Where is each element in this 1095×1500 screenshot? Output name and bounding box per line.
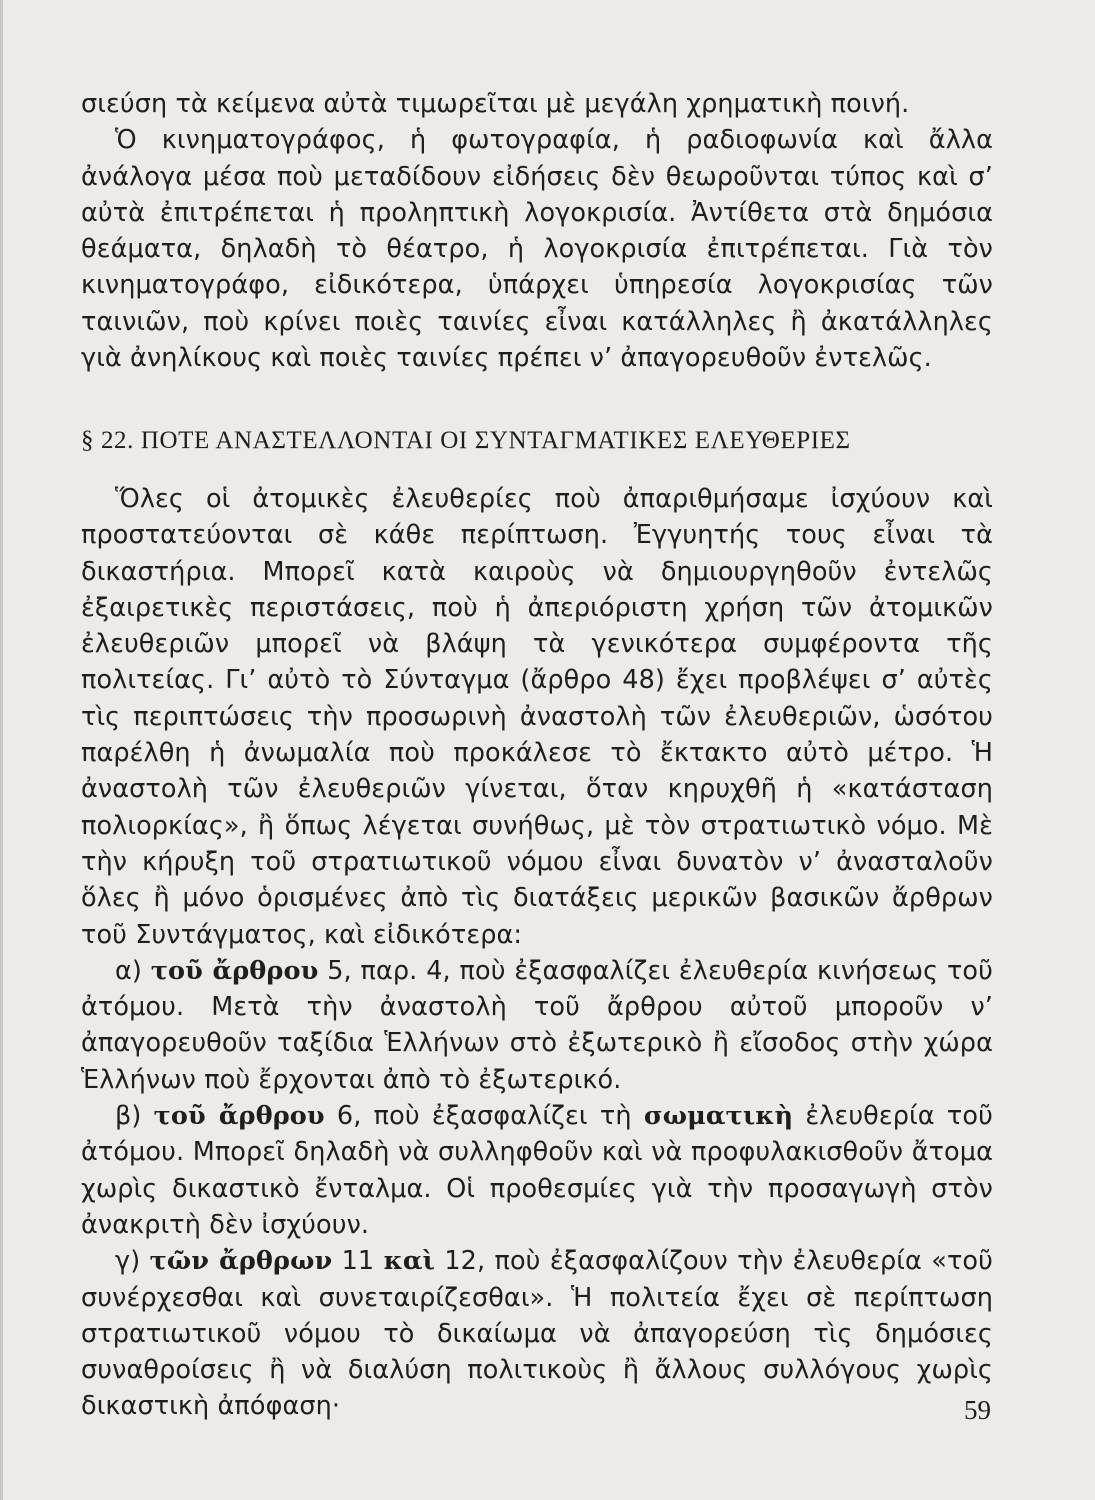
section-heading: § 22. ΠΟΤΕ ΑΝΑΣΤΕΛΛΟΝΤΑΙ ΟΙ ΣΥΝΤΑΓΜΑΤΙΚΕΣ ΕΛΕΥΘΕΡΙΕΣ (81, 427, 851, 454)
list-item-b (81, 1098, 993, 1243)
item-c-bold-and: καὶ (383, 1246, 435, 1277)
paragraph-media-censorship: Ὁ κινηματογράφος, ἡ φωτογραφία, ἡ ραδιοφωνία καὶ ἄλλα ἀνάλογα μέσα ποὺ μεταδίδουν εἰδήσεις δὲν θεωροῦνται τύπος καὶ σ’ αὐτὰ ἐπιτρέπεται ἡ προληπτικὴ λογοκρισία. Ἀντίθετα στὰ δημόσια θεάματα, δηλαδὴ τὸ θέατρο, ἡ λογοκρισία ἐπιτρέπεται. Γιὰ τὸν κινηματογράφο, εἰδικότερα, ὑπάρχει ὑπηρεσία λογοκρισίας τῶν ταινιῶν, ποὺ κρίνει ποιὲς ταινίες εἶναι κατάλληλες ἢ ἀκατάλληλες γιὰ ἀνηλίκους καὶ ποιὲς ταινίες πρέπει ν’ ἀπαγορευθοῦν ἐντελῶς. (81, 125, 993, 374)
item-b-text-2: ἐλευθερία τοῦ ἀτόμου. Μπορεῖ δηλαδὴ νὰ συλληφθοῦν καὶ νὰ προφυλακισθοῦν ἄτομα χωρὶς δικαστικὸ ἔνταλμα. Οἱ προθεσμίες γιὰ τὴν προσαγωγὴ στὸν ἀνακριτὴ δὲν ἰσχύουν. (81, 1101, 993, 1240)
paragraph-continuation: σιεύση τὰ κείμενα αὐτὰ τιμωρεῖται μὲ μεγάλη χρηματικὴ ποινή. (81, 89, 910, 119)
item-a-bold: τοῦ ἄρθρου (150, 955, 319, 986)
item-c-marker: γ) (115, 1246, 141, 1277)
item-c-num: 11 (341, 1246, 375, 1277)
list-item-a (81, 953, 993, 1098)
page-number: 59 (964, 1395, 991, 1425)
text-block-top (81, 86, 993, 376)
text-block-section (81, 481, 993, 1425)
item-b-text-1: 6, ποὺ ἐξασφαλίζει τὴ (336, 1101, 632, 1132)
item-c-text: 12, ποὺ ἐξασφαλίζουν τὴν ἐλευθερία «τοῦ συνέρχεσθαι καὶ συνεταιρίζεσθαι». Ἡ πολιτεία ἔχει σὲ περίπτωση στρατιωτικοῦ νόμου τὸ δικαίωμα νὰ ἀπαγορεύση τὶς δημόσιες συναθροίσεις ἢ νὰ διαλύση πολιτικοὺς ἢ ἄλλους συλλόγους χωρὶς δικαστικὴ ἀπόφαση· (81, 1246, 993, 1422)
item-b-marker: β) (115, 1101, 142, 1132)
item-a-marker: α) (115, 955, 142, 986)
item-c-bold: τῶν ἄρθρων (149, 1246, 333, 1277)
item-b-bold: τοῦ ἄρθρου (153, 1101, 325, 1132)
item-b-bold-2: σωματικὴ (643, 1101, 794, 1132)
paragraph-intro: Ὅλες οἱ ἀτομικὲς ἐλευθερίες ποὺ ἀπαριθμήσαμε ἰσχύουν καὶ προστατεύονται σὲ κάθε περίπτωση. Ἐγγυητής τους εἶναι τὰ δικαστήρια. Μπορεῖ κατὰ καιροὺς νὰ δημιουργηθοῦν ἐντελῶς ἐξαιρετικὲς περιστάσεις, ποὺ ἡ ἀπεριόριστη χρήση τῶν ἀτομικῶν ἐλευθεριῶν μπορεῖ νὰ βλάψη τὰ γενικότερα συμφέροντα τῆς πολιτείας. Γι’ αὐτὸ τὸ Σύνταγμα (ἄρθρο 48) ἔχει προβλέψει σ’ αὐτὲς τὶς περιπτώσεις τὴν προσωρινὴ ἀναστολὴ τῶν ἐλευθεριῶν, ὡσότου παρέλθη ἡ ἀνωμαλία ποὺ προκάλεσε τὸ ἔκτακτο αὐτὸ μέτρο. Ἡ ἀναστολὴ τῶν ἐλευθεριῶν γίνεται, ὅταν κηρυχθῆ ἡ «κατάσταση πολιορκίας», ἢ ὅπως λέγεται συνήθως, μὲ τὸν στρατιωτικὸ νόμο. Μὲ τὴν κήρυξη τοῦ στρατιωτικοῦ νόμου εἶναι δυνατὸν ν’ ἀνασταλοῦν ὅλες ἢ μόνο ὁρισμένες ἀπὸ τὶς διατάξεις μερικῶν βασικῶν ἄρθρων τοῦ Συντάγματος, καὶ εἰδικότερα: (81, 484, 993, 950)
item-a-text: 5, παρ. 4, ποὺ ἐξασφαλίζει ἐλευθερία κινήσεως τοῦ ἀτόμου. Μετὰ τὴν ἀναστολὴ τοῦ ἄρθρου αὐτοῦ μποροῦν ν’ ἀπαγορευθοῦν ταξίδια Ἑλλήνων στὸ ἐξωτερικὸ ἢ εἴσοδος στὴν χώρα Ἑλλήνων ποὺ ἔρχονται ἀπὸ τὸ ἐξωτερικό. (81, 955, 993, 1095)
list-item-c (81, 1243, 993, 1424)
